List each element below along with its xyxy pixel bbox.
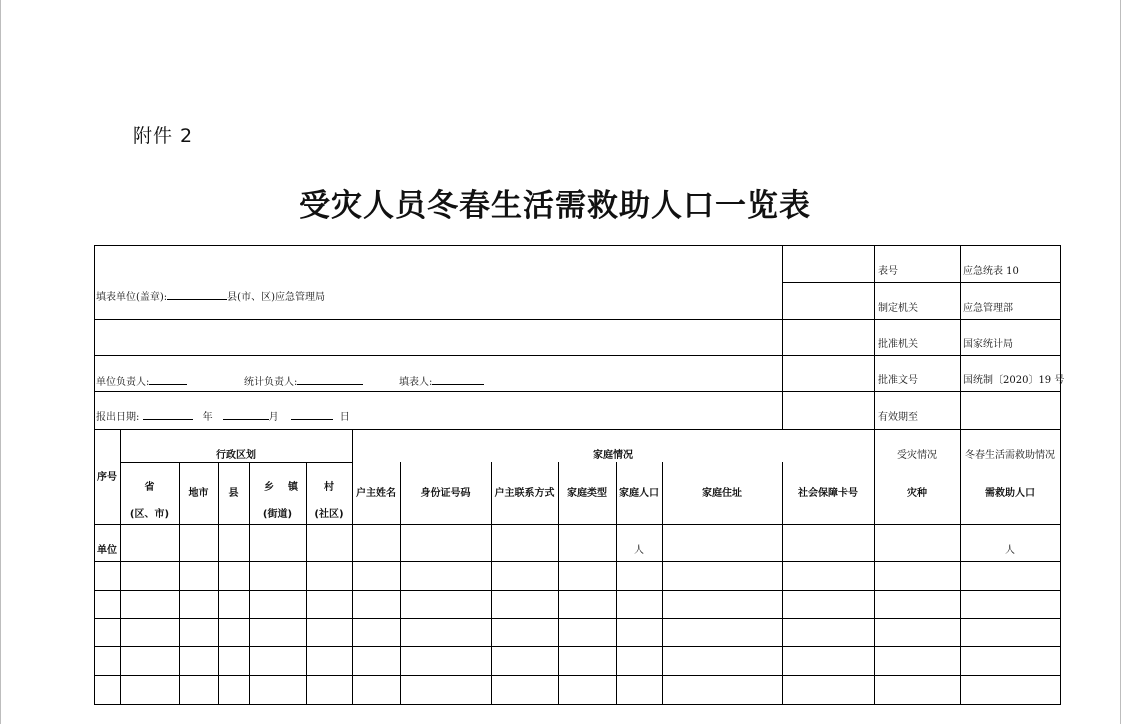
rule xyxy=(94,561,1061,562)
col-social-card: 社会保障卡号 xyxy=(798,488,858,499)
col-seq: 序号 xyxy=(97,472,117,483)
meta-value: 应急管理部 xyxy=(963,303,1013,314)
meta-value: 国家统计局 xyxy=(963,339,1013,350)
filler-line xyxy=(399,374,484,389)
day-label: 日 xyxy=(339,412,350,423)
col-town-a: 乡 xyxy=(264,482,274,493)
rule xyxy=(306,462,307,705)
col-head-name: 户主姓名 xyxy=(356,488,396,499)
col-village-b: (社区) xyxy=(314,509,344,520)
rule xyxy=(94,429,1061,430)
date-line xyxy=(96,409,350,424)
col-contact: 户主联系方式 xyxy=(494,488,555,499)
page-border-right xyxy=(1120,0,1121,724)
family-pop-unit: 人 xyxy=(634,545,644,556)
col-province-b: (区、市) xyxy=(129,509,170,520)
rule xyxy=(94,355,1061,356)
meta-label: 批准机关 xyxy=(878,339,918,350)
rule xyxy=(120,429,121,705)
col-city: 地市 xyxy=(188,488,209,499)
responsible-label: 单位负责人: xyxy=(96,377,150,388)
group-aid: 冬春生活需救助情况 xyxy=(965,450,1055,461)
unit-blank[interactable] xyxy=(167,289,227,300)
stat-label: 统计负责人: xyxy=(244,377,298,388)
unit-suffix: 县(市、区)应急管理局 xyxy=(227,292,325,303)
rule xyxy=(960,429,961,705)
rule xyxy=(94,245,1061,246)
meta-label: 表号 xyxy=(878,266,898,277)
col-id-number: 身份证号码 xyxy=(420,488,471,499)
rule xyxy=(94,618,1061,619)
meta-value: 国统制〔2020〕19 号 xyxy=(963,375,1065,386)
group-admin: 行政区划 xyxy=(216,450,256,461)
rule xyxy=(94,704,1061,705)
unit-label: 填表单位(盖章): xyxy=(96,292,168,303)
year-label: 年 xyxy=(202,412,213,423)
group-family: 家庭情况 xyxy=(593,450,633,461)
meta-value: 应急统表 10 xyxy=(963,266,1019,277)
stat-blank[interactable] xyxy=(297,374,363,385)
month-label: 月 xyxy=(268,412,279,423)
rule xyxy=(352,429,353,705)
page-title: 受灾人员冬春生活需救助人口一览表 xyxy=(299,188,811,224)
rule xyxy=(249,462,250,705)
col-county: 县 xyxy=(228,488,239,499)
col-province-a: 省 xyxy=(144,482,155,493)
stat-line xyxy=(244,374,363,389)
filler-blank[interactable] xyxy=(432,374,484,385)
rule xyxy=(782,245,783,429)
responsible-line xyxy=(96,374,187,389)
date-label: 报出日期: xyxy=(96,412,140,423)
filler-label: 填表人: xyxy=(399,377,433,388)
col-family-type: 家庭类型 xyxy=(567,488,607,499)
attachment-label: 附件 2 xyxy=(133,125,194,147)
rule xyxy=(1060,245,1061,705)
col-family-pop: 家庭人口 xyxy=(619,488,659,499)
rule xyxy=(874,429,875,705)
col-aid-pop: 需救助人口 xyxy=(985,488,1035,499)
unit-row-label: 单位 xyxy=(97,545,117,556)
col-town-b: 镇 xyxy=(288,482,298,493)
meta-label: 有效期至 xyxy=(878,412,918,423)
meta-label: 批准文号 xyxy=(878,375,918,386)
rule xyxy=(94,524,1061,525)
col-town-c: (街道) xyxy=(262,509,293,520)
rule xyxy=(94,675,1061,676)
form-table xyxy=(94,245,1065,704)
rule xyxy=(874,245,875,429)
col-disaster-type: 灾种 xyxy=(907,488,927,499)
unit-line xyxy=(96,289,325,304)
rule xyxy=(94,590,1061,591)
responsible-blank[interactable] xyxy=(149,374,187,385)
rule xyxy=(94,319,1061,320)
page-border-left xyxy=(0,0,1,724)
month-blank[interactable] xyxy=(223,409,269,420)
rule xyxy=(782,282,1061,283)
col-village-a: 村 xyxy=(324,482,334,493)
meta-label: 制定机关 xyxy=(878,303,918,314)
rule xyxy=(94,391,1061,392)
rule xyxy=(960,245,961,429)
group-disaster: 受灾情况 xyxy=(897,450,937,461)
rule xyxy=(120,462,353,463)
col-address: 家庭住址 xyxy=(702,488,742,499)
day-blank[interactable] xyxy=(291,409,333,420)
rule xyxy=(94,646,1061,647)
aid-pop-unit: 人 xyxy=(1005,545,1015,556)
year-blank[interactable] xyxy=(143,409,193,420)
